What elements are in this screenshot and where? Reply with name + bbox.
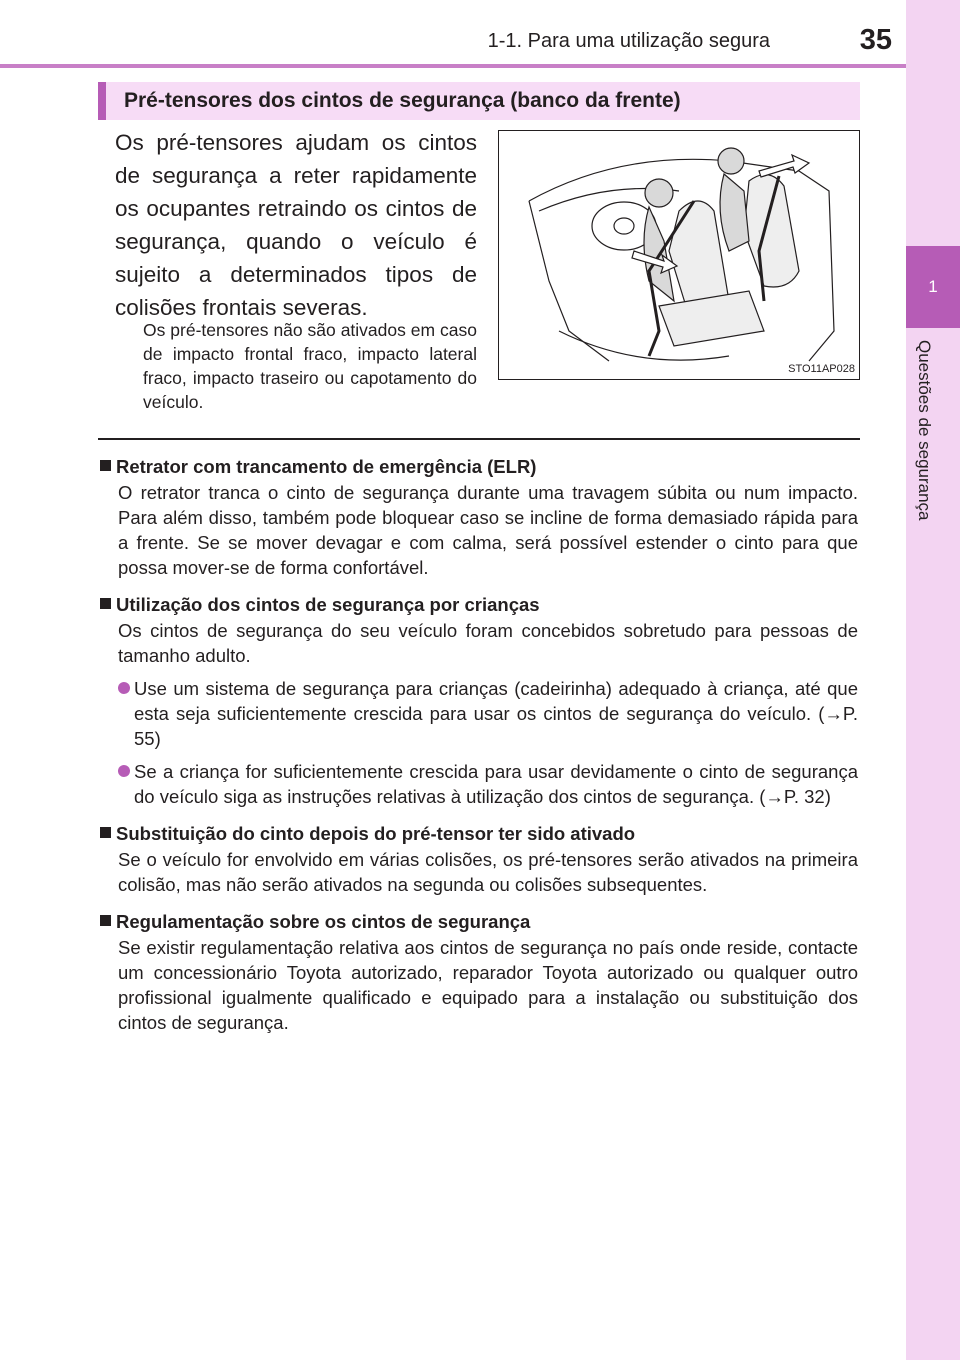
item-body: O retrator tranca o cinto de segurança durante uma travagem súbita ou num impacto. Para além disso, também pode bloquear caso se incline de forma demasiado rápida para a frente. Se se mover devagar e com calma, será possível estender o cinto para que possa mover-se de forma confortável. xyxy=(118,482,858,578)
item-body: Os cintos de segurança do seu veículo foram concebidos sobretudo para pessoas de tamanho adulto. xyxy=(118,620,858,666)
chapter-title: Questões de segurança xyxy=(915,340,934,521)
square-bullet-icon xyxy=(100,460,111,471)
item-elr xyxy=(98,453,858,580)
section-banner xyxy=(98,82,860,120)
item-title: Substituição do cinto depois do pré-tensor ter sido ativado xyxy=(116,823,636,844)
item-body: Se o veículo for envolvido em várias colisões, os pré-tensores serão ativados na primeira colisão, mas não serão ativados na segunda ou colisões subsequentes. xyxy=(118,849,858,895)
bullet-text: Use um sistema de segurança para crianças (cadeirinha) adequado à criança, até que esta seja suficientemente crescida para usar os cintos de segurança do veículo. (→P. 55) xyxy=(134,678,858,749)
figure-code: STO11AP028 xyxy=(788,363,855,375)
item-title: Utilização dos cintos de segurança por crianças xyxy=(116,594,540,615)
running-head: 1-1. Para uma utilização segura xyxy=(487,30,770,52)
chapter-tab: 1 xyxy=(906,246,960,328)
item-replacement xyxy=(98,820,858,897)
page-number: 35 xyxy=(859,24,892,56)
square-bullet-icon xyxy=(100,827,111,838)
item-title: Regulamentação sobre os cintos de segurança xyxy=(116,911,531,932)
bullet-item xyxy=(118,759,858,809)
item-title: Retrator com trancamento de emergência (ELR) xyxy=(116,456,537,477)
square-bullet-icon xyxy=(100,915,111,926)
item-body: Se existir regulamentação relativa aos cintos de segurança no país onde reside, contacte um concessionário Toyota autorizado, reparador Toyota autorizado ou qualquer outro profissional igualmente qualificado e equipado para a instalação ou substituição dos cintos de segurança. xyxy=(118,937,858,1033)
intro-note: Os pré-tensores não são ativados em caso de impacto frontal fraco, impacto lateral fraco, impacto traseiro ou capotamento do veículo. xyxy=(143,320,477,412)
content xyxy=(98,448,858,1035)
section-rule xyxy=(98,438,860,440)
side-strip xyxy=(906,0,960,1360)
header-rule xyxy=(0,64,960,68)
bullet-item xyxy=(118,676,858,751)
intro-paragraph: Os pré-tensores ajudam os cintos de segurança a reter rapidamente os ocupantes retraindo os cintos de segurança, quando o veículo é sujeito a determinados tipos de colisões frontais severas. xyxy=(115,130,477,320)
square-bullet-icon xyxy=(100,598,111,609)
item-regulations xyxy=(98,908,858,1035)
round-bullet-icon xyxy=(118,682,130,694)
seatbelt-illustration xyxy=(498,130,860,380)
item-children xyxy=(98,591,858,809)
bullet-text: Se a criança for suficientemente crescida para usar devidamente o cinto de segurança do veículo siga as instruções relativas à utilização dos cintos de segurança. (→P. 32) xyxy=(134,761,858,807)
car-interior-drawing xyxy=(499,131,859,379)
round-bullet-icon xyxy=(118,765,130,777)
section-title: Pré-tensores dos cintos de segurança (banco da frente) xyxy=(124,89,681,112)
